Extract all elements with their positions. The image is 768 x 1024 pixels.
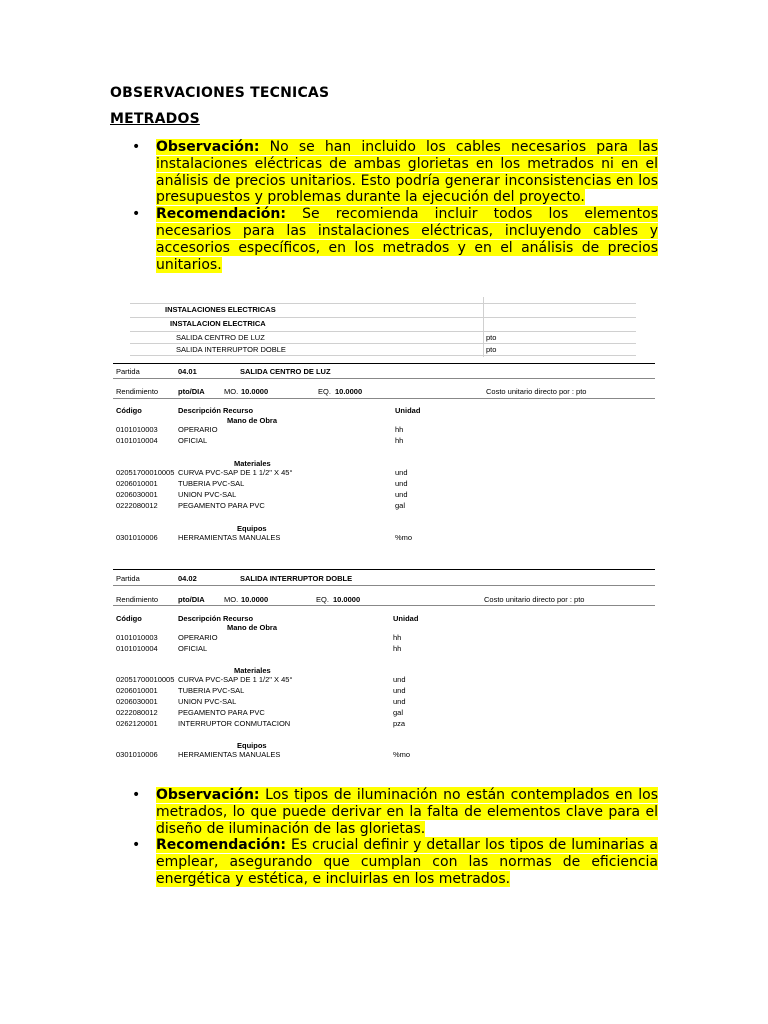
cell: und — [395, 490, 408, 499]
list-item — [132, 206, 658, 273]
cell: %mo — [393, 750, 411, 759]
partida-code: 04.01 — [178, 367, 197, 376]
group-label: Equipos — [237, 741, 267, 750]
eq-label: EQ. — [316, 595, 329, 604]
group-label: Mano de Obra — [227, 416, 278, 425]
recommendation-label: Recomendación: — [156, 837, 286, 854]
metrado-unit: pto — [486, 333, 497, 342]
bullet-icon: • — [132, 139, 141, 155]
group-label: Equipos — [237, 524, 267, 533]
eq-label: EQ. — [318, 387, 331, 396]
mo-value: 10.0000 — [241, 595, 269, 604]
bullet-list-bottom — [132, 787, 658, 888]
partida-label: Partida — [116, 574, 140, 583]
rendimiento-label: Rendimiento — [116, 595, 159, 604]
cell: CURVA PVC-SAP DE 1 1/2" X 45° — [178, 675, 293, 684]
metrado-desc: SALIDA INTERRUPTOR DOBLE — [176, 345, 286, 354]
cell: und — [393, 675, 406, 684]
cell: UNION PVC-SAL — [178, 490, 237, 499]
cell: TUBERIA PVC-SAL — [178, 479, 245, 488]
cell: UNION PVC-SAL — [178, 697, 237, 706]
bullet-icon: • — [132, 837, 141, 854]
cell: OPERARIO — [178, 425, 218, 434]
col-header: Unidad — [393, 614, 419, 623]
rendimiento-unit: pto/DIA — [178, 595, 205, 604]
metrado-title: INSTALACIONES ELECTRICAS — [165, 305, 276, 314]
cell: 0301010006 — [116, 750, 158, 759]
cell: und — [393, 697, 406, 706]
cell: 0101010004 — [116, 644, 158, 653]
cell: 0301010006 — [116, 533, 158, 542]
cell: OFICIAL — [178, 644, 208, 653]
partida-name: SALIDA INTERRUPTOR DOBLE — [240, 574, 353, 583]
recommendation-text: Se recomienda incluir todos los elementos necesarios para las instalaciones eléctricas, incluyendo cables y accesorios específicos, en los metrados y en el análisis de precios unitarios. — [156, 206, 658, 273]
eq-value: 10.0000 — [335, 387, 363, 396]
bullet-icon: • — [132, 206, 141, 223]
group-label: Mano de Obra — [227, 623, 278, 632]
cell: 0222080012 — [116, 708, 158, 717]
cell: 0262120001 — [116, 719, 158, 728]
cell: 0206010001 — [116, 686, 158, 695]
recommendation-text: Es crucial definir y detallar los tipos de luminarias a emplear, asegurando que cumplan con las normas de eficiencia energética y estética, e incluirlas en los metrados. — [156, 837, 658, 887]
cell: 0206030001 — [116, 697, 158, 706]
cell: und — [395, 479, 408, 488]
list-item — [132, 837, 658, 887]
cell: TUBERIA PVC-SAL — [178, 686, 245, 695]
rendimiento-label: Rendimiento — [116, 387, 159, 396]
mo-label: MO. — [224, 387, 239, 396]
metrado-unit: pto — [486, 345, 497, 354]
observation-text: No se han incluido los cables necesarios para las instalaciones eléctricas de ambas glorietas en los metrados ni en el análisis de precios unitarios. Esto podría generar inconsistencias en los presupuestos y problemas durante la ejecución del proyecto. — [156, 139, 658, 206]
partida-name: SALIDA CENTRO DE LUZ — [240, 367, 331, 376]
cell: und — [393, 686, 406, 695]
list-item — [132, 139, 658, 206]
col-header: Código — [116, 614, 142, 623]
cell: OPERARIO — [178, 633, 218, 642]
cell: hh — [393, 633, 402, 642]
cell: %mo — [395, 533, 413, 542]
cell: HERRAMIENTAS MANUALES — [178, 750, 281, 759]
list-item — [132, 787, 658, 837]
cell: hh — [395, 425, 404, 434]
cell: hh — [395, 436, 404, 445]
costo-label: Costo unitario directo por : pto — [484, 595, 585, 604]
mo-value: 10.0000 — [241, 387, 269, 396]
partida-code: 04.02 — [178, 574, 197, 583]
col-header: Descripción Recurso — [178, 406, 254, 415]
recommendation-label: Recomendación: — [156, 206, 286, 223]
cell: 02051700010005 — [116, 468, 175, 477]
cell: 0101010004 — [116, 436, 158, 445]
observation-label: Observación: — [156, 787, 260, 803]
eq-value: 10.0000 — [333, 595, 361, 604]
observation-label: Observación: — [156, 139, 260, 155]
costo-label: Costo unitario directo por : pto — [486, 387, 587, 396]
section-title: METRADOS — [110, 111, 200, 127]
cell: hh — [393, 644, 402, 653]
col-header: Unidad — [395, 406, 421, 415]
group-label: Materiales — [234, 666, 271, 675]
observation-text: Los tipos de iluminación no están contemplados en los metrados, lo que puede derivar en la falta de elementos clave para el diseño de iluminación de las glorietas. — [156, 787, 658, 837]
metrado-subtitle: INSTALACION ELECTRICA — [170, 319, 266, 328]
cell: CURVA PVC-SAP DE 1 1/2" X 45° — [178, 468, 293, 477]
cell: PEGAMENTO PARA PVC — [178, 501, 265, 510]
mo-label: MO. — [224, 595, 239, 604]
cell: 0222080012 — [116, 501, 158, 510]
cell: PEGAMENTO PARA PVC — [178, 708, 265, 717]
page-title: OBSERVACIONES TECNICAS — [110, 85, 330, 101]
cell: 0101010003 — [116, 425, 158, 434]
cell: und — [395, 468, 408, 477]
cell: HERRAMIENTAS MANUALES — [178, 533, 281, 542]
cell: 0101010003 — [116, 633, 158, 642]
metrado-desc: SALIDA CENTRO DE LUZ — [176, 333, 265, 342]
cell: gal — [393, 708, 404, 717]
group-label: Materiales — [234, 459, 271, 468]
cell: OFICIAL — [178, 436, 208, 445]
col-header: Código — [116, 406, 142, 415]
cell: 0206010001 — [116, 479, 158, 488]
rendimiento-unit: pto/DIA — [178, 387, 205, 396]
col-header: Descripción Recurso — [178, 614, 254, 623]
cell: pza — [393, 719, 406, 728]
partida-label: Partida — [116, 367, 140, 376]
bullet-icon: • — [132, 787, 141, 803]
cell: 02051700010005 — [116, 675, 175, 684]
bullet-list-top — [132, 139, 658, 273]
cell: 0206030001 — [116, 490, 158, 499]
cell: gal — [395, 501, 406, 510]
cell: INTERRUPTOR CONMUTACION — [178, 719, 291, 728]
